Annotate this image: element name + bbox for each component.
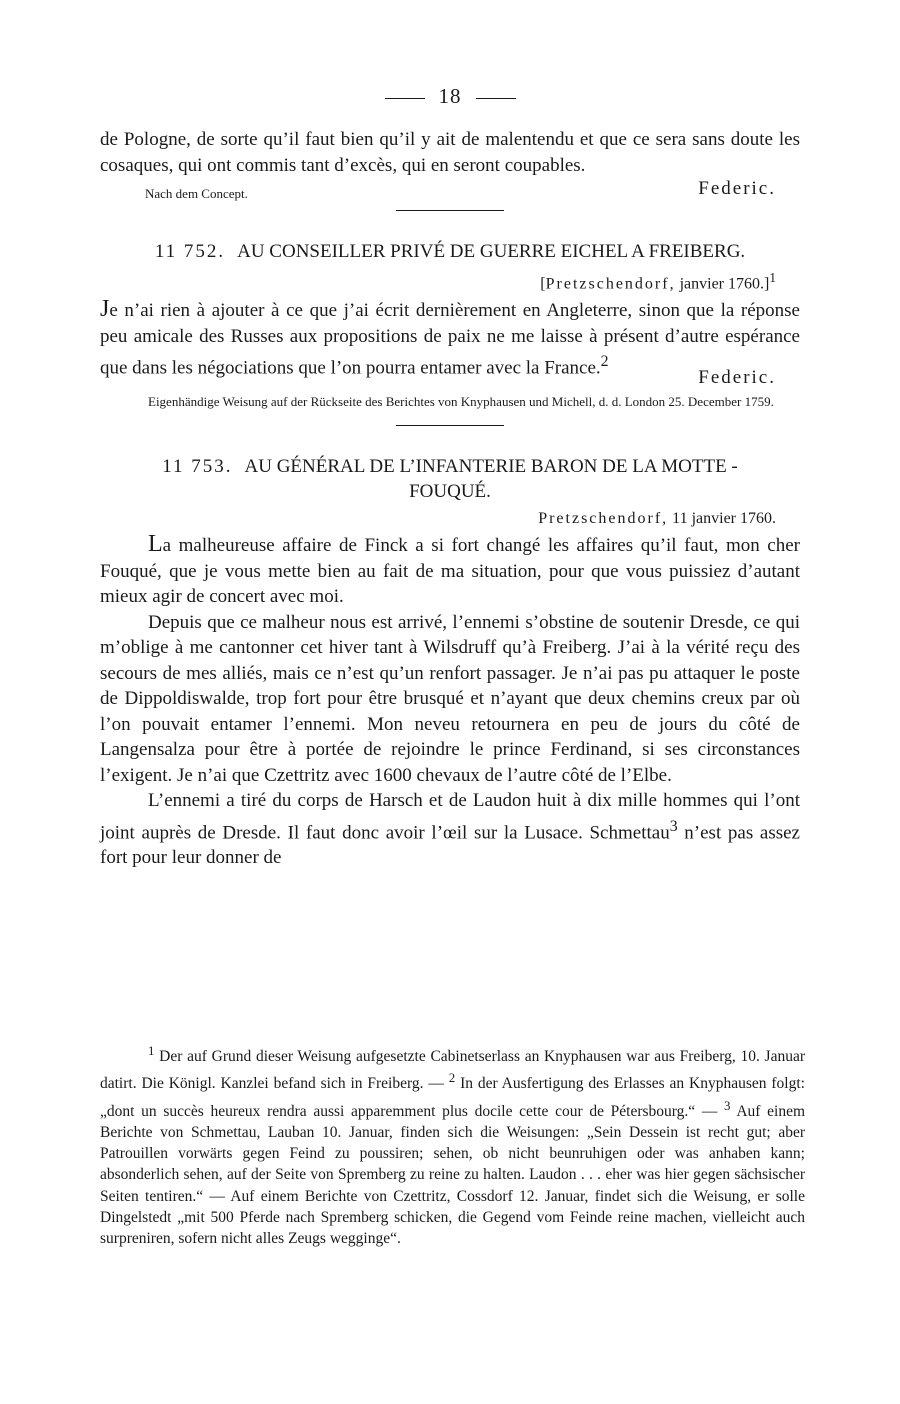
footnote-mark-3: 3 <box>724 1097 731 1113</box>
letter-11752-title: AU CONSEILLER PRIVÉ DE GUERRE EICHEL A FREIBERG. <box>237 241 746 262</box>
letter-11752-text: e n’ai rien à ajouter à ce que j’ai écrit dernièrement en Angleterre, sinon que la réponse peu amicale des Russes aux propositions de paix ne me laisse à présent d’autre espérance que dans les négociations que l’on pourra entamer avec la France. <box>100 300 800 379</box>
section-divider <box>396 210 504 211</box>
page-number-dash-right <box>476 98 516 99</box>
page-number-dash-left <box>385 98 425 99</box>
letter-11753-text-1: a malheureuse affaire de Finck a si fort changé les affaires qu’il faut, mon cher Fouqué, que je vous mette bien au fait de ma situation, pour que vous puissiez d’autant mieux agir de concert avec moi. <box>100 535 800 608</box>
footnote-1: Der auf Grund dieser Weisung aufgesetzte Cabinetserlass an Knyphausen war aus Freiberg, 10. Januar datirt. Die Königl. Kanzlei befand sich in Freiberg. — <box>100 1048 805 1093</box>
footnote-2: In der Ausfertigung des Erlasses an Knyphausen folgt: „dont un succès heureux rendra aussi apparemment plus docile cette cour de Pétersbourg.“ — <box>100 1075 805 1120</box>
intro-text: de Pologne, de sorte qu’il faut bien qu’il y ait de malentendu et que ce sera sans doute les cosaques, qui ont commis tant d’excès, qui en seront coupables. <box>100 129 800 176</box>
letter-11752-date: janvier 1760.] <box>679 275 770 293</box>
letter-11753-text-3a: L’ennemi a tiré du corps de Harsch et de Laudon huit à dix mille hommes qui l’ont joint auprès de Dresde. Il faut donc avoir l’œil sur la Lusace. Schmettau <box>100 790 800 843</box>
letter-11753-dropcap: L <box>148 531 163 558</box>
letter-11752-source: Eigenhändige Weisung auf der Rückseite des Berichtes von Knyphausen und Michell, d. d. London 25. December 1759. <box>148 394 774 410</box>
letter-11752-number: 11 752. <box>154 241 226 262</box>
intro-signature: Federic. <box>698 178 776 199</box>
footnote-ref-3: 3 <box>669 817 678 835</box>
footnote-ref-1: 1 <box>769 270 776 285</box>
letter-11753-dateline <box>100 510 776 528</box>
letter-11753-paragraph-2: Depuis que ce malheur nous est arrivé, l’ennemi s’obstine de soutenir Dresde, ce qui m’oblige à me cantonner cet hiver tant à Wilsdruff qu’à Freiberg. J’ai à la vérité reçu des secours de mes alliés, mais ce n’est qu’un renfort passager. Je n’ai pas pu attaquer le poste de Dippoldiswalde, trop fort pour être brusqué et n’ayant que deux chemins creux par où l’on pouvait entamer l’ennemi. Mon neveu retournera en peu de jours du côté de Langensalza pour être à portée de rejoindre le prince Ferdinand, si ses circonstances l’exigent. Je n’ai que Czettritz avec 1600 chevaux de l’autre côté de l’Elbe. <box>100 611 800 786</box>
letter-11752-dateline <box>100 270 776 293</box>
letter-11752-date-place: Pretzschendorf, <box>545 275 676 293</box>
letter-11753-paragraph-3 <box>100 788 800 871</box>
letter-11753-heading <box>100 454 800 504</box>
footnote-ref-2: 2 <box>600 353 609 371</box>
letter-11753-title: AU GÉNÉRAL DE L’INFANTERIE BARON DE LA MOTTE - FOUQUÉ. <box>244 456 738 503</box>
letter-11752-signature: Federic. <box>698 367 776 389</box>
footnotes <box>100 1040 805 1249</box>
letter-11752-date-open: [ <box>540 275 546 293</box>
page-content <box>100 84 800 871</box>
letter-11752-heading <box>100 239 800 264</box>
footnote-mark-1: 1 <box>148 1043 155 1058</box>
letter-11753-text-3b: n’est pas assez fort pour leur donner de <box>100 821 800 869</box>
letter-11752-dropcap: J <box>100 296 110 323</box>
footnotes-text <box>100 1040 805 1249</box>
section-divider <box>396 425 504 426</box>
letter-11753-paragraph-1 <box>100 532 800 610</box>
intro-source: Nach dem Concept. <box>145 186 248 201</box>
letter-11753-number: 11 753. <box>162 456 233 478</box>
footnote-mark-2: 2 <box>448 1070 456 1086</box>
letter-11753-date: 11 janvier 1760. <box>672 510 776 528</box>
page-number-line <box>100 84 800 109</box>
intro-sign-line <box>100 178 800 208</box>
letter-11753-date-place: Pretzschendorf, <box>538 510 669 528</box>
page-number: 18 <box>438 84 462 108</box>
footnote-3: Auf einem Berichte von Schmettau, Lauban 10. Januar, finden sich die Weisungen: „Sein Dessein ist recht gut; aber Patrouillen vorwärts gegen Feind zu poussiren; sehen, ob nicht beunruhigen oder was anhaben kann; absonderlich sehen, auf der Seite von Spremberg zu reine zu halten. Laudon . . . eher was hier gegen sächsischer Seiten tentiren.“ — Auf einem Berichte von Czettritz, Cossdorf 12. Januar, findet sich die Weisung, er solle Dingelstedt „mit 500 Pferde nach Spremberg schicken, die Gegend vom Feinde reine machen, vielleicht auch surpreniren, sofern nicht alles Zeugs wegginge“. <box>100 1102 806 1248</box>
